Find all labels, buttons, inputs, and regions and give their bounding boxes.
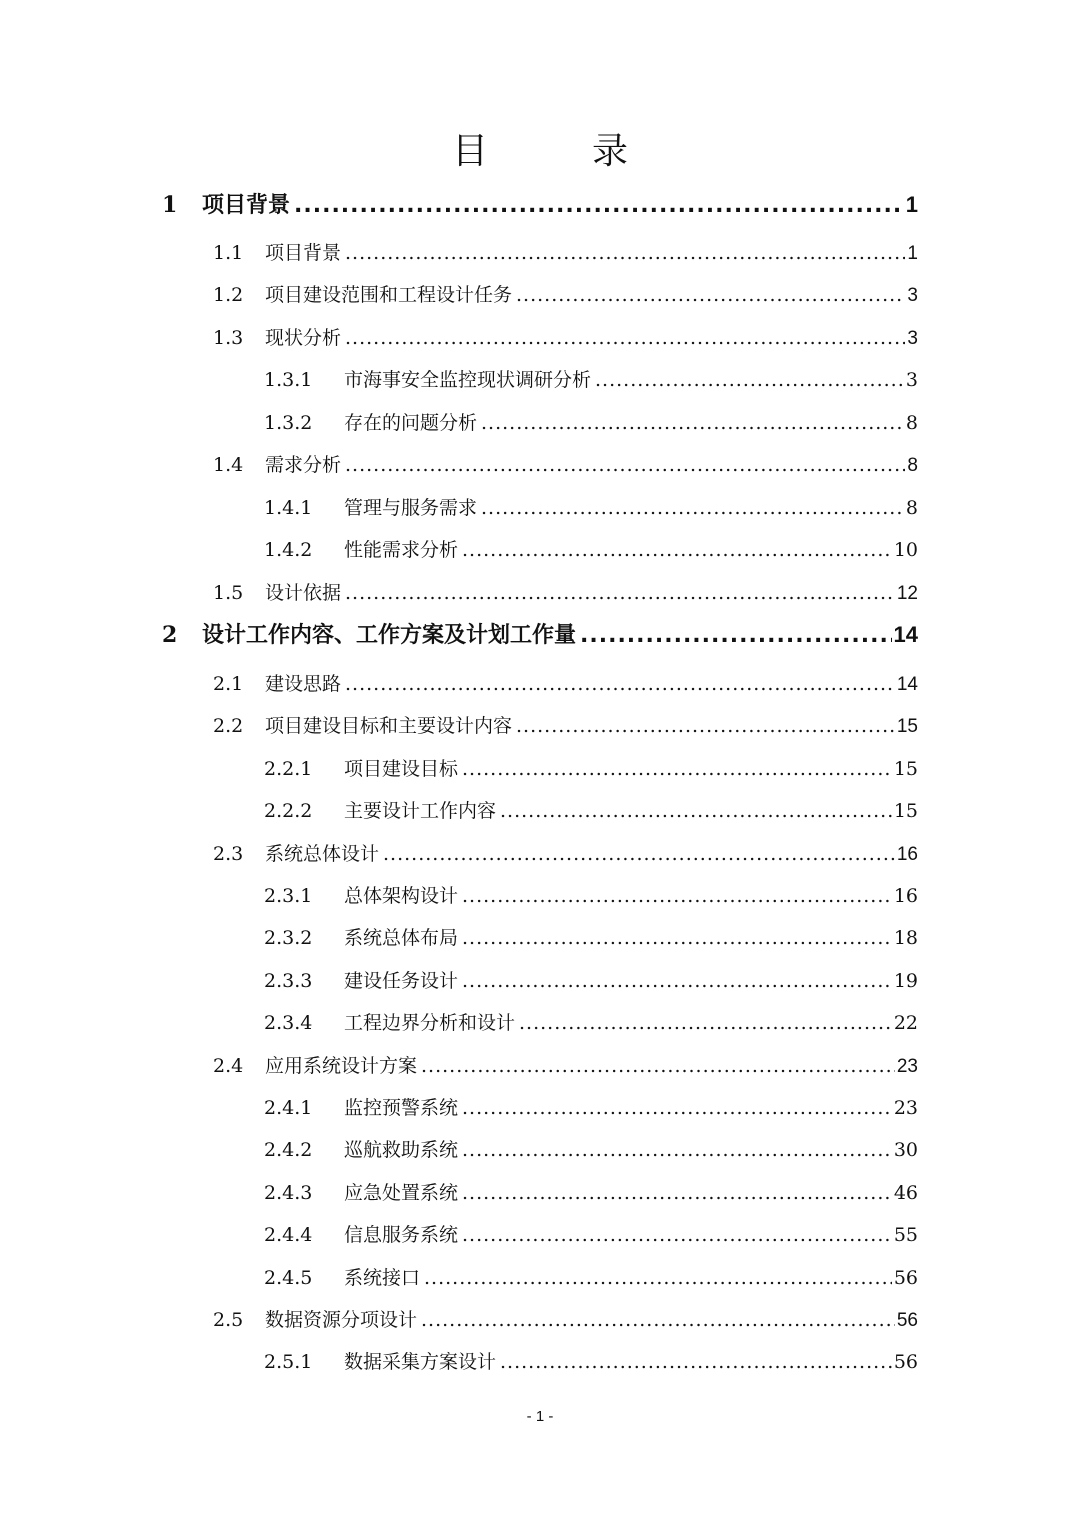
toc-entry-page: 14 (896, 674, 918, 695)
toc-entry-number: 2.4.1 (264, 1097, 313, 1119)
toc-entry-title: 巡航救助系统 (344, 1139, 459, 1161)
toc-entry-page: 3 (905, 369, 918, 391)
toc-leader-dots (516, 280, 905, 310)
toc-entry-number: 2.4.3 (264, 1182, 313, 1204)
toc-entry-number: 2.5 (213, 1309, 244, 1331)
toc-entry-title: 性能需求分析 (344, 539, 459, 561)
toc-entry-title: 工程边界分析和设计 (344, 1012, 516, 1034)
toc-leader-dots (421, 1051, 895, 1081)
toc-entry[interactable] (213, 669, 918, 699)
toc-entry-number: 2.2.2 (264, 800, 313, 822)
toc-entry[interactable] (264, 535, 918, 565)
toc-entry-number: 2 (162, 622, 178, 648)
toc-leader-dots (421, 1305, 895, 1335)
toc-entry-title: 项目建设目标 (344, 758, 459, 780)
toc-leader-dots (500, 1347, 892, 1377)
toc-entry-page: 22 (893, 1012, 918, 1034)
toc-entry-title: 数据资源分项设计 (265, 1309, 418, 1331)
toc-entry-number: 1.3 (213, 327, 244, 349)
toc-entry[interactable] (264, 754, 918, 784)
toc-entry-number: 1.1 (213, 242, 244, 264)
toc-entry-title: 项目建设范围和工程设计任务 (265, 284, 513, 306)
toc-entry-title: 市海事安全监控现状调研分析 (344, 369, 592, 391)
toc-title: 目 录 (451, 131, 662, 172)
toc-entry[interactable] (264, 1093, 918, 1123)
toc-entry-title: 需求分析 (265, 454, 342, 476)
toc-entry-page: 46 (893, 1182, 918, 1204)
toc-leader-dots (462, 923, 892, 953)
toc-entry-title: 存在的问题分析 (344, 412, 478, 434)
toc-entry-title: 系统接口 (344, 1267, 421, 1289)
toc-entry-page: 3 (907, 285, 918, 306)
toc-entry[interactable] (264, 365, 918, 395)
toc-entry[interactable] (264, 1347, 918, 1377)
toc-entry-page: 16 (896, 844, 918, 865)
toc-entry-number: 2.3.1 (264, 885, 313, 907)
toc-entry[interactable] (264, 493, 918, 523)
toc-entry-number: 2.4.5 (264, 1267, 313, 1289)
toc-entry-page: 30 (893, 1139, 918, 1161)
toc-entry-number: 1.2 (213, 284, 244, 306)
toc-leader-dots (345, 450, 905, 480)
toc-entry-page: 15 (896, 716, 918, 737)
toc-entry[interactable] (264, 881, 918, 911)
toc-leader-dots (500, 796, 892, 826)
toc-leader-dots (481, 493, 904, 523)
toc-entry-page: 56 (893, 1351, 918, 1373)
toc-leader-dots (462, 1135, 892, 1165)
toc-entry-title: 项目建设目标和主要设计内容 (265, 715, 513, 737)
toc-leader-dots (481, 408, 904, 438)
toc-entry-number: 2.1 (213, 673, 244, 695)
toc-entry-number: 1.4.2 (264, 539, 313, 561)
toc-entry-title: 建设任务设计 (344, 970, 459, 992)
toc-entry-number: 1.4 (213, 454, 244, 476)
toc-entry-number: 1 (162, 192, 178, 218)
toc-entry[interactable] (213, 1305, 918, 1335)
toc-entry-page: 8 (907, 455, 918, 476)
toc-entry-title: 管理与服务需求 (344, 497, 478, 519)
toc-leader-dots (424, 1263, 892, 1293)
toc-entry-number: 2.4.4 (264, 1224, 313, 1246)
toc-entry[interactable] (162, 190, 918, 220)
toc-entry-title: 应用系统设计方案 (265, 1055, 418, 1077)
page-number: - 1 - (526, 1408, 554, 1425)
toc-entry[interactable] (213, 711, 918, 741)
toc-entry-number: 2.3.2 (264, 927, 313, 949)
toc-leader-dots (462, 1220, 892, 1250)
toc-entry[interactable] (264, 923, 918, 953)
toc-entry-number: 1.4.1 (264, 497, 313, 519)
toc-leader-dots (462, 1093, 892, 1123)
toc-entry-number: 2.3.3 (264, 970, 313, 992)
toc-entry-number: 2.5.1 (264, 1351, 313, 1373)
toc-entry-page: 16 (893, 885, 918, 907)
toc-entry-title: 系统总体设计 (265, 843, 380, 865)
toc-entry-page: 56 (896, 1310, 918, 1331)
toc-entry-number: 2.4.2 (264, 1139, 313, 1161)
toc-entry-title: 总体架构设计 (344, 885, 459, 907)
toc-leader-dots (519, 1008, 892, 1038)
toc-leader-dots (345, 323, 905, 353)
toc-entry-page: 18 (893, 927, 918, 949)
toc-leader-dots (383, 839, 895, 869)
toc-entry-number: 2.3 (213, 843, 244, 865)
toc-entry-title: 信息服务系统 (344, 1224, 459, 1246)
toc-entry-title: 应急处置系统 (344, 1182, 459, 1204)
toc-entry-title: 建设思路 (265, 673, 342, 695)
toc-entry-page: 3 (907, 328, 918, 349)
toc-entry[interactable] (213, 280, 918, 310)
toc-entry-page: 56 (893, 1267, 918, 1289)
toc-entry[interactable] (213, 323, 918, 353)
toc-entry-title: 设计工作内容、工作方案及计划工作量 (202, 623, 577, 648)
toc-leader-dots (595, 365, 904, 395)
toc-entry-page: 23 (893, 1097, 918, 1119)
toc-entry-number: 2.2.1 (264, 758, 313, 780)
toc-leader-dots (516, 711, 895, 741)
toc-entry-page: 19 (893, 970, 918, 992)
toc-entry-title: 主要设计工作内容 (344, 800, 497, 822)
toc-entry-page: 15 (893, 758, 918, 780)
toc-entry-title: 现状分析 (265, 327, 342, 349)
toc-entry-number: 2.4 (213, 1055, 244, 1077)
toc-entry[interactable] (162, 620, 918, 650)
toc-entry[interactable] (264, 408, 918, 438)
toc-leader-dots (462, 966, 892, 996)
toc-leader-dots (345, 578, 895, 608)
toc-entry-page: 8 (905, 412, 918, 434)
toc-entry[interactable] (264, 1008, 918, 1038)
toc-entry[interactable] (213, 578, 918, 608)
toc-entry[interactable] (213, 450, 918, 480)
toc-entry-page: 14 (893, 622, 918, 647)
toc-leader-dots (462, 881, 892, 911)
toc-entry[interactable] (264, 1135, 918, 1165)
toc-entry-page: 10 (893, 539, 918, 561)
toc-leader-dots (345, 669, 895, 699)
toc-entry-title: 项目背景 (265, 242, 342, 264)
toc-entry[interactable] (213, 1051, 918, 1081)
toc-entry-number: 1.5 (213, 582, 244, 604)
toc-entry-page: 23 (896, 1056, 918, 1077)
toc-entry[interactable] (264, 966, 918, 996)
toc-entry-number: 2.3.4 (264, 1012, 313, 1034)
toc-entry[interactable] (264, 1220, 918, 1250)
toc-leader-dots (462, 754, 892, 784)
toc-entry[interactable] (213, 839, 918, 869)
toc-entry[interactable] (264, 796, 918, 826)
toc-entry-number: 1.3.2 (264, 412, 313, 434)
toc-entry-number: 2.2 (213, 715, 244, 737)
toc-leader-dots (294, 191, 904, 221)
toc-entry[interactable] (213, 238, 918, 268)
toc-entry-title: 数据采集方案设计 (344, 1351, 497, 1373)
toc-leader-dots (462, 535, 892, 565)
toc-entry-page: 1 (907, 243, 918, 264)
toc-entry[interactable] (264, 1263, 918, 1293)
toc-leader-dots (580, 621, 892, 651)
toc-entry-title: 设计依据 (265, 582, 342, 604)
toc-leader-dots (462, 1178, 892, 1208)
toc-entry[interactable] (264, 1178, 918, 1208)
toc-entry-page: 55 (893, 1224, 918, 1246)
toc-leader-dots (345, 238, 905, 268)
toc-entry-page: 15 (893, 800, 918, 822)
toc-entry-title: 监控预警系统 (344, 1097, 459, 1119)
toc-entry-page: 8 (905, 497, 918, 519)
toc-entry-page: 1 (905, 192, 918, 217)
toc-entry-number: 1.3.1 (264, 369, 313, 391)
toc-entry-title: 项目背景 (202, 193, 291, 218)
toc-entry-page: 12 (896, 583, 918, 604)
toc-entry-title: 系统总体布局 (344, 927, 459, 949)
